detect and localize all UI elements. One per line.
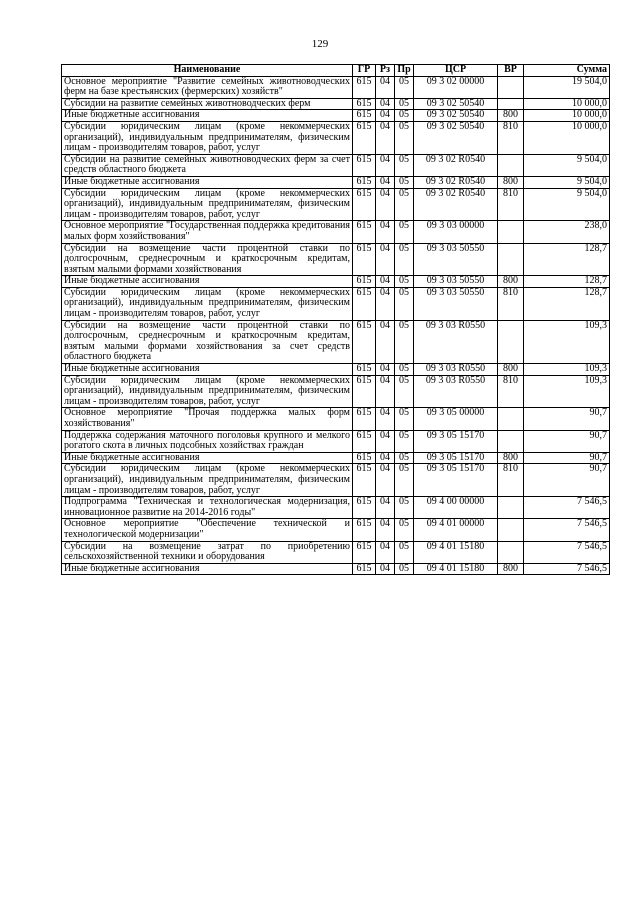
budget-table [61, 64, 610, 575]
cell-rz: 04 [376, 563, 395, 575]
table-row [62, 243, 610, 276]
cell-rz: 04 [376, 287, 395, 320]
cell-csr: 09 4 01 00000 [414, 519, 498, 541]
cell-name: Поддержка содержания маточного поголовья крупного и мелкого рогатого скота в личных подсобных хозяйствах граждан [62, 430, 353, 452]
table-row [62, 497, 610, 519]
cell-sum: 238,0 [524, 221, 610, 243]
cell-gr: 615 [353, 408, 376, 430]
cell-pr: 05 [395, 519, 414, 541]
cell-vr [498, 541, 524, 563]
cell-csr: 09 3 03 R0550 [414, 320, 498, 363]
cell-sum: 10 000,0 [524, 110, 610, 122]
cell-rz: 04 [376, 541, 395, 563]
cell-vr: 810 [498, 287, 524, 320]
table-row [62, 375, 610, 408]
table-row [62, 430, 610, 452]
cell-gr: 615 [353, 375, 376, 408]
cell-pr: 05 [395, 364, 414, 376]
cell-vr [498, 320, 524, 363]
cell-name: Субсидии юридическим лицам (кроме некоммерческих организаций), индивидуальным предпринимателям, физическим лицам - производителям товаров, работ, услуг [62, 121, 353, 154]
cell-sum: 9 504,0 [524, 154, 610, 176]
cell-gr: 615 [353, 519, 376, 541]
cell-gr: 615 [353, 243, 376, 276]
cell-pr: 05 [395, 154, 414, 176]
cell-vr: 800 [498, 364, 524, 376]
cell-sum: 19 504,0 [524, 76, 610, 98]
table-row [62, 98, 610, 110]
cell-gr: 615 [353, 452, 376, 464]
cell-name: Основное мероприятие "Прочая поддержка малых форм хозяйствования" [62, 408, 353, 430]
header-sum: Сумма [524, 65, 610, 77]
cell-pr: 05 [395, 243, 414, 276]
table-row [62, 154, 610, 176]
table-row [62, 408, 610, 430]
cell-vr: 800 [498, 452, 524, 464]
cell-vr [498, 243, 524, 276]
cell-gr: 615 [353, 320, 376, 363]
cell-pr: 05 [395, 408, 414, 430]
cell-pr: 05 [395, 276, 414, 288]
cell-rz: 04 [376, 430, 395, 452]
cell-name: Субсидии на развитие семейных животноводческих ферм за счет средств областного бюджета [62, 154, 353, 176]
cell-rz: 04 [376, 121, 395, 154]
cell-sum: 109,3 [524, 375, 610, 408]
cell-name: Субсидии юридическим лицам (кроме некоммерческих организаций), индивидуальным предпринимателям, физическим лицам - производителям товаров, работ, услуг [62, 188, 353, 221]
cell-rz: 04 [376, 243, 395, 276]
cell-csr: 09 3 03 50550 [414, 287, 498, 320]
cell-gr: 615 [353, 98, 376, 110]
cell-gr: 615 [353, 287, 376, 320]
cell-pr: 05 [395, 176, 414, 188]
cell-sum: 109,3 [524, 320, 610, 363]
cell-vr [498, 154, 524, 176]
table-row [62, 320, 610, 363]
cell-rz: 04 [376, 519, 395, 541]
cell-gr: 615 [353, 188, 376, 221]
cell-csr: 09 3 05 15170 [414, 430, 498, 452]
cell-gr: 615 [353, 76, 376, 98]
table-row [62, 121, 610, 154]
cell-rz: 04 [376, 320, 395, 363]
cell-name: Субсидии на возмещение части процентной ставки по долгосрочным, среднесрочным и краткосрочным кредитам, взятым малыми формами хозяйствования за счет средств областного бюджета [62, 320, 353, 363]
cell-rz: 04 [376, 408, 395, 430]
cell-name: Иные бюджетные ассигнования [62, 176, 353, 188]
cell-gr: 615 [353, 276, 376, 288]
cell-csr: 09 4 00 00000 [414, 497, 498, 519]
cell-csr: 09 4 01 15180 [414, 541, 498, 563]
cell-name: Иные бюджетные ассигнования [62, 276, 353, 288]
cell-vr [498, 98, 524, 110]
table-row [62, 176, 610, 188]
table-header-row [62, 65, 610, 77]
cell-vr: 800 [498, 176, 524, 188]
header-name: Наименование [62, 65, 353, 77]
cell-gr: 615 [353, 176, 376, 188]
table-row [62, 364, 610, 376]
cell-csr: 09 3 03 R0550 [414, 375, 498, 408]
cell-gr: 615 [353, 430, 376, 452]
cell-vr [498, 497, 524, 519]
table-row [62, 563, 610, 575]
cell-csr: 09 3 03 00000 [414, 221, 498, 243]
cell-name: Основное мероприятие "Обеспечение технической и технологической модернизации" [62, 519, 353, 541]
cell-vr [498, 221, 524, 243]
cell-name: Субсидии на возмещение части процентной ставки по долгосрочным, среднесрочным и краткосрочным кредитам, взятым малыми формами хозяйствования [62, 243, 353, 276]
cell-rz: 04 [376, 375, 395, 408]
cell-sum: 10 000,0 [524, 98, 610, 110]
table-row [62, 110, 610, 122]
table-row [62, 464, 610, 497]
cell-name: Иные бюджетные ассигнования [62, 110, 353, 122]
cell-pr: 05 [395, 221, 414, 243]
cell-gr: 615 [353, 154, 376, 176]
cell-sum: 128,7 [524, 276, 610, 288]
cell-vr: 800 [498, 110, 524, 122]
cell-csr: 09 3 02 R0540 [414, 154, 498, 176]
cell-pr: 05 [395, 541, 414, 563]
cell-name: Основное мероприятие "Государственная поддержка кредитования малых форм хозяйствования" [62, 221, 353, 243]
cell-rz: 04 [376, 221, 395, 243]
cell-vr: 810 [498, 464, 524, 497]
cell-rz: 04 [376, 497, 395, 519]
cell-vr [498, 76, 524, 98]
cell-csr: 09 3 05 15170 [414, 464, 498, 497]
cell-sum: 128,7 [524, 287, 610, 320]
cell-vr: 800 [498, 563, 524, 575]
cell-name: Подпрограмма "Техническая и технологическая модернизация, инновационное развитие на 2014-2016 годы" [62, 497, 353, 519]
cell-pr: 05 [395, 188, 414, 221]
cell-rz: 04 [376, 364, 395, 376]
cell-csr: 09 3 02 50540 [414, 98, 498, 110]
cell-sum: 90,7 [524, 408, 610, 430]
cell-gr: 615 [353, 221, 376, 243]
cell-csr: 09 3 03 R0550 [414, 364, 498, 376]
cell-rz: 04 [376, 110, 395, 122]
header-vr: ВР [498, 65, 524, 77]
cell-pr: 05 [395, 563, 414, 575]
cell-vr: 810 [498, 188, 524, 221]
cell-gr: 615 [353, 563, 376, 575]
cell-sum: 90,7 [524, 430, 610, 452]
cell-name: Основное мероприятие "Развитие семейных животноводческих ферм на базе крестьянских (фермерских) хозяйств" [62, 76, 353, 98]
cell-name: Субсидии юридическим лицам (кроме некоммерческих организаций), индивидуальным предпринимателям, физическим лицам - производителям товаров, работ, услуг [62, 287, 353, 320]
cell-csr: 09 3 05 00000 [414, 408, 498, 430]
cell-sum: 90,7 [524, 452, 610, 464]
cell-csr: 09 3 05 15170 [414, 452, 498, 464]
cell-csr: 09 3 02 R0540 [414, 188, 498, 221]
cell-pr: 05 [395, 452, 414, 464]
cell-pr: 05 [395, 320, 414, 363]
cell-csr: 09 4 01 15180 [414, 563, 498, 575]
cell-sum: 9 504,0 [524, 176, 610, 188]
cell-rz: 04 [376, 464, 395, 497]
page-number: 129 [311, 38, 329, 50]
cell-pr: 05 [395, 110, 414, 122]
cell-gr: 615 [353, 497, 376, 519]
cell-csr: 09 3 02 00000 [414, 76, 498, 98]
cell-pr: 05 [395, 98, 414, 110]
cell-sum: 128,7 [524, 243, 610, 276]
cell-rz: 04 [376, 452, 395, 464]
cell-pr: 05 [395, 121, 414, 154]
table-body [62, 76, 610, 575]
cell-sum: 10 000,0 [524, 121, 610, 154]
header-gr: ГР [353, 65, 376, 77]
cell-csr: 09 3 02 50540 [414, 121, 498, 154]
cell-pr: 05 [395, 76, 414, 98]
cell-sum: 90,7 [524, 464, 610, 497]
cell-name: Субсидии юридическим лицам (кроме некоммерческих организаций), индивидуальным предпринимателям, физическим лицам - производителям товаров, работ, услуг [62, 375, 353, 408]
table-row [62, 287, 610, 320]
cell-sum: 7 546,5 [524, 541, 610, 563]
cell-gr: 615 [353, 121, 376, 154]
cell-name: Иные бюджетные ассигнования [62, 364, 353, 376]
cell-pr: 05 [395, 464, 414, 497]
cell-rz: 04 [376, 98, 395, 110]
table-row [62, 276, 610, 288]
cell-csr: 09 3 03 50550 [414, 243, 498, 276]
cell-sum: 7 546,5 [524, 563, 610, 575]
cell-name: Субсидии юридическим лицам (кроме некоммерческих организаций), индивидуальным предпринимателям, физическим лицам - производителям товаров, работ, услуг [62, 464, 353, 497]
table-row [62, 188, 610, 221]
cell-pr: 05 [395, 497, 414, 519]
cell-gr: 615 [353, 110, 376, 122]
table-row [62, 541, 610, 563]
cell-sum: 9 504,0 [524, 188, 610, 221]
cell-rz: 04 [376, 276, 395, 288]
cell-csr: 09 3 02 R0540 [414, 176, 498, 188]
cell-sum: 7 546,5 [524, 519, 610, 541]
cell-vr [498, 408, 524, 430]
cell-vr: 800 [498, 276, 524, 288]
cell-vr [498, 519, 524, 541]
cell-rz: 04 [376, 176, 395, 188]
table-row [62, 519, 610, 541]
cell-csr: 09 3 02 50540 [414, 110, 498, 122]
cell-rz: 04 [376, 76, 395, 98]
table-row [62, 76, 610, 98]
table-row [62, 221, 610, 243]
header-csr: ЦСР [414, 65, 498, 77]
cell-sum: 109,3 [524, 364, 610, 376]
cell-vr [498, 430, 524, 452]
cell-name: Иные бюджетные ассигнования [62, 563, 353, 575]
cell-gr: 615 [353, 464, 376, 497]
cell-name: Иные бюджетные ассигнования [62, 452, 353, 464]
cell-rz: 04 [376, 188, 395, 221]
header-rz: Рз [376, 65, 395, 77]
cell-name: Субсидии на возмещение затрат по приобретению сельскохозяйственной техники и оборудования [62, 541, 353, 563]
table-row [62, 452, 610, 464]
cell-rz: 04 [376, 154, 395, 176]
cell-gr: 615 [353, 541, 376, 563]
cell-vr: 810 [498, 375, 524, 408]
cell-pr: 05 [395, 287, 414, 320]
cell-pr: 05 [395, 375, 414, 408]
cell-csr: 09 3 03 50550 [414, 276, 498, 288]
cell-vr: 810 [498, 121, 524, 154]
header-pr: Пр [395, 65, 414, 77]
cell-gr: 615 [353, 364, 376, 376]
cell-name: Субсидии на развитие семейных животноводческих ферм [62, 98, 353, 110]
cell-sum: 7 546,5 [524, 497, 610, 519]
cell-pr: 05 [395, 430, 414, 452]
